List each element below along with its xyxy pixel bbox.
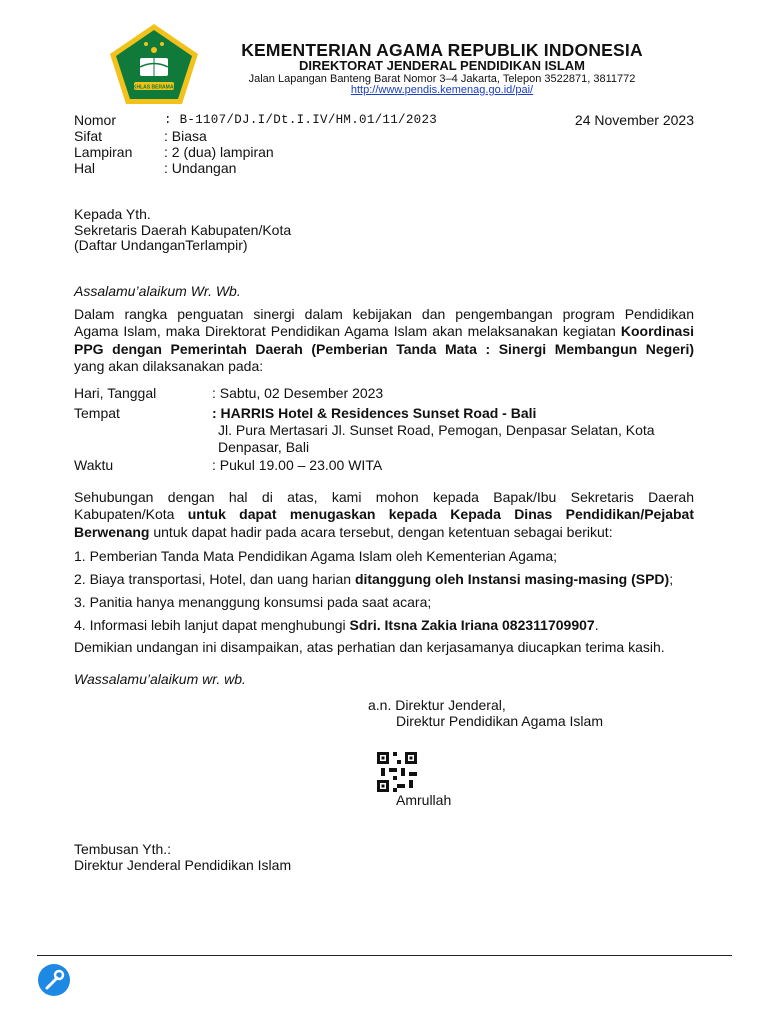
office-address: Jalan Lapangan Banteng Barat Nomor 3–4 Jakarta, Telepon 3522871, 3811772 bbox=[248, 73, 636, 85]
signature-an: a.n. Direktur Jenderal, bbox=[368, 697, 506, 713]
lampiran-label: Lampiran bbox=[74, 144, 133, 160]
body2-line3: Berwenang untuk dapat hadir pada acara tersebut, dengan ketentuan sebagai berikut: bbox=[74, 524, 613, 540]
footer-divider bbox=[37, 955, 732, 956]
list-item-1: 1. Pemberian Tanda Mata Pendidikan Agama Islam oleh Kementerian Agama; bbox=[74, 548, 558, 564]
signatory-name: Amrullah bbox=[396, 792, 452, 808]
body2-line2: Kabupaten/Kota untuk dapat menugaskan kepada Kepada Dinas Pendidikan/Pejabat bbox=[74, 506, 695, 522]
recipient-line1: Kepada Yth. bbox=[74, 206, 151, 222]
logo-motto: IKHLAS BERAMAL bbox=[131, 84, 177, 91]
recipient-line2: Sekretaris Daerah Kabupaten/Kota bbox=[74, 222, 292, 238]
nomor-label: Nomor bbox=[74, 112, 117, 128]
greeting: Assalamu’alaikum Wr. Wb. bbox=[74, 283, 241, 299]
list-item-4: 4. Informasi lebih lanjut dapat menghubungi Sdri. Itsna Zakia Iriana 082311709907. bbox=[74, 617, 599, 633]
ministry-name: KEMENTERIAN AGAMA REPUBLIK INDONESIA bbox=[241, 40, 643, 60]
signature-title: Direktur Pendidikan Agama Islam bbox=[396, 713, 603, 729]
intro-line1: Dalam rangka penguatan sinergi dalam kebijakan dan pengembangan program Pendidikan bbox=[74, 306, 694, 322]
hal-label: Hal bbox=[74, 160, 96, 176]
cc-label: Tembusan Yth.: bbox=[74, 841, 172, 857]
intro-line3: PPG dengan Pemerintah Daerah (Pemberian Tanda Mata : Sinergi Membangun Negeri) bbox=[74, 341, 694, 357]
detail-address1: Jl. Pura Mertasari Jl. Sunset Road, Pemogan, Denpasar Selatan, Kota bbox=[218, 422, 655, 438]
closing-sentence: Demikian undangan ini disampaikan, atas perhatian dan kerjasamanya diucapkan terima kasih. bbox=[74, 639, 665, 655]
hal-value: : Undangan bbox=[164, 160, 237, 176]
qr-code bbox=[377, 752, 417, 792]
recipient-line3: (Daftar UndanganTerlampir) bbox=[74, 237, 248, 253]
verify-badge-icon bbox=[38, 964, 70, 996]
body2-line1: Sehubungan dengan hal di atas, kami mohon kepada Bapak/Ibu Sekretaris Daerah bbox=[74, 489, 694, 505]
sifat-label: Sifat bbox=[74, 128, 103, 144]
meta-nomor bbox=[74, 112, 694, 128]
list-item-3: 3. Panitia hanya menanggung konsumsi pada saat acara; bbox=[74, 594, 432, 610]
kemenag-logo bbox=[106, 22, 202, 106]
nomor-value: : B-1107/DJ.I/Dt.I.IV/HM.01/11/2023 bbox=[164, 113, 438, 127]
intro-line4: yang akan dilaksanakan pada: bbox=[74, 358, 264, 374]
list-item-2: 2. Biaya transportasi, Hotel, dan uang harian ditanggung oleh Instansi masing-masing (SPD); bbox=[74, 571, 674, 587]
lampiran-value: : 2 (dua) lampiran bbox=[164, 144, 274, 160]
farewell: Wassalamu’alaikum wr. wb. bbox=[74, 671, 246, 687]
sifat-value: : Biasa bbox=[164, 128, 207, 144]
intro-line2: Agama Islam, maka Direktorat Pendidikan Agama Islam akan melaksanakan kegiatan Koordinasi bbox=[74, 323, 694, 339]
website-link[interactable]: http://www.pendis.kemenag.go.id/pai/ bbox=[350, 84, 534, 96]
directorate-name: DIREKTORAT JENDERAL PENDIDIKAN ISLAM bbox=[298, 58, 586, 73]
letter-date: 24 November 2023 bbox=[574, 112, 694, 128]
detail-address2: Denpasar, Bali bbox=[218, 439, 310, 455]
cc-recipient: Direktur Jenderal Pendidikan Islam bbox=[74, 857, 292, 873]
